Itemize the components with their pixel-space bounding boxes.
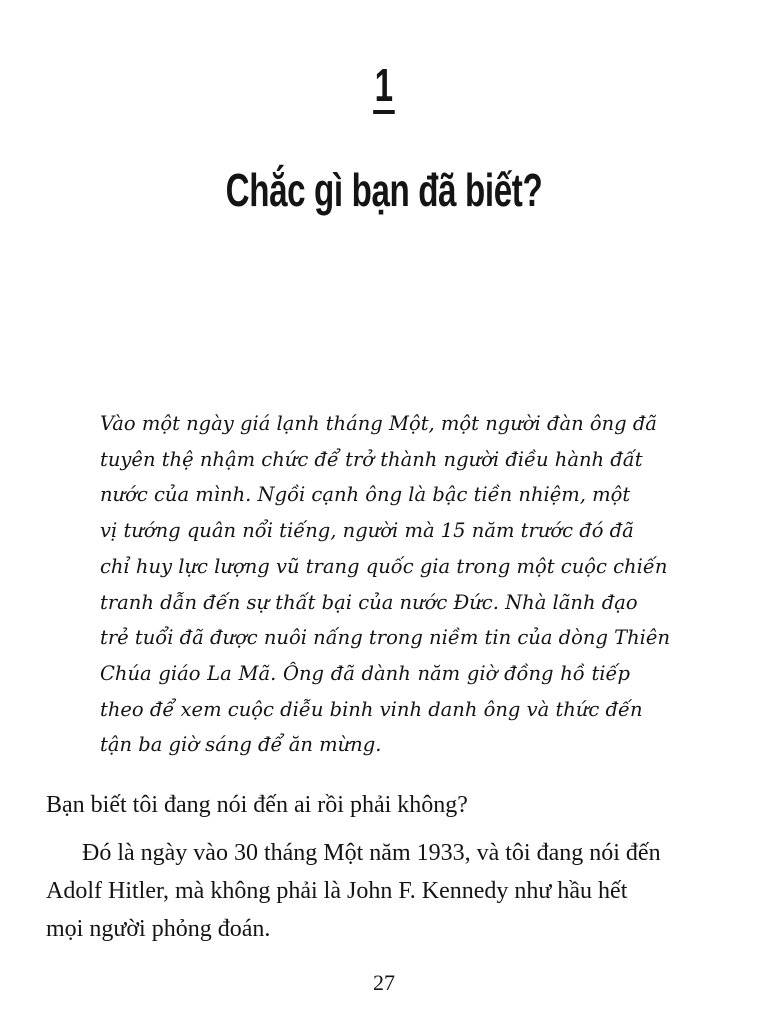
epigraph-paragraph: [100, 406, 671, 763]
epigraph-line: tuyên thệ nhậm chức để trở thành người điều hành đất: [100, 447, 643, 471]
epigraph-line: trẻ tuổi đã được nuôi nấng trong niềm tin của dòng Thiên: [100, 626, 671, 650]
chapter-number-text: 1: [373, 62, 394, 114]
page-number: 27: [373, 970, 395, 995]
epigraph-line: chỉ huy lực lượng vũ trang quốc gia trong một cuộc chiến: [100, 554, 668, 578]
question-paragraph: Bạn biết tôi đang nói đến ai rồi phải không?: [46, 792, 468, 818]
answer-paragraph: [46, 834, 706, 948]
epigraph-line: vị tướng quân nổi tiếng, người mà 15 năm trước đó đã: [100, 519, 634, 543]
answer-line: Đó là ngày vào 30 tháng Một năm 1933, và tôi đang nói đến: [82, 840, 661, 866]
epigraph-line: Chúa giáo La Mã. Ông đã dành năm giờ đồng hồ tiếp: [100, 661, 630, 685]
epigraph-line: tranh dẫn đến sự thất bại của nước Đức. Nhà lãnh đạo: [100, 590, 638, 614]
epigraph-line: tận ba giờ sáng để ăn mừng.: [100, 733, 382, 757]
epigraph-line: theo để xem cuộc diễu binh vinh danh ông và thức đến: [100, 697, 643, 721]
epigraph-line: Vào một ngày giá lạnh tháng Một, một người đàn ông đã: [100, 412, 657, 435]
answer-line: mọi người phỏng đoán.: [46, 916, 271, 942]
epigraph-line: nước của mình. Ngồi cạnh ông là bậc tiền nhiệm, một: [100, 483, 631, 507]
answer-line: Adolf Hitler, mà không phải là John F. Kennedy như hầu hết: [46, 878, 628, 904]
chapter-title: Chắc gì bạn đã biết?: [225, 164, 543, 216]
chapter-number: [0, 59, 768, 114]
